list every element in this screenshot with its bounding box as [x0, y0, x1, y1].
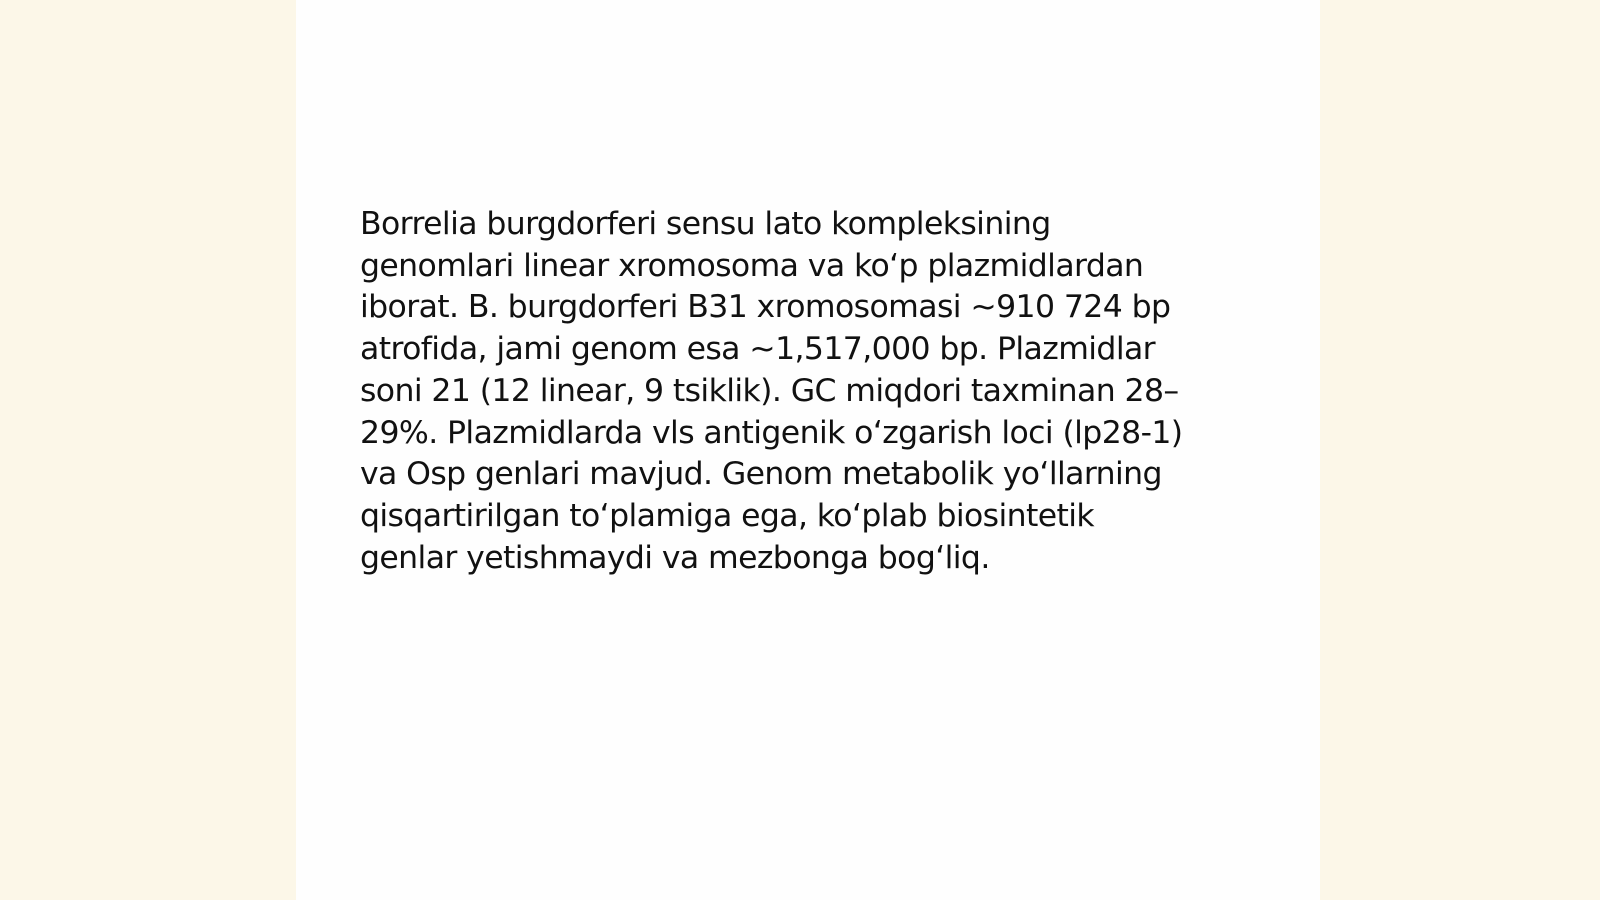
document-page [296, 0, 1320, 900]
body-paragraph: Borrelia burgdorferi sensu lato kompleksining genomlari linear xromosoma va koʻp plazmidlardan iborat. B. burgdorferi B31 xromosomasi ~910 724 bp atrofida, jami genom esa ~1,517,000 bp. Plazmidlar soni 21 (12 linear, 9 tsiklik). GC miqdori taxminan 28– 29%. Plazmidlarda vls antigenik oʻzgarish loci (lp28-1) va Osp genlari mavjud. Genom metabolik yoʻllarning qisqartirilgan toʻplamiga ega, koʻplab biosintetik genlar yetishmaydi va mezbonga bogʻliq. [360, 206, 1183, 576]
